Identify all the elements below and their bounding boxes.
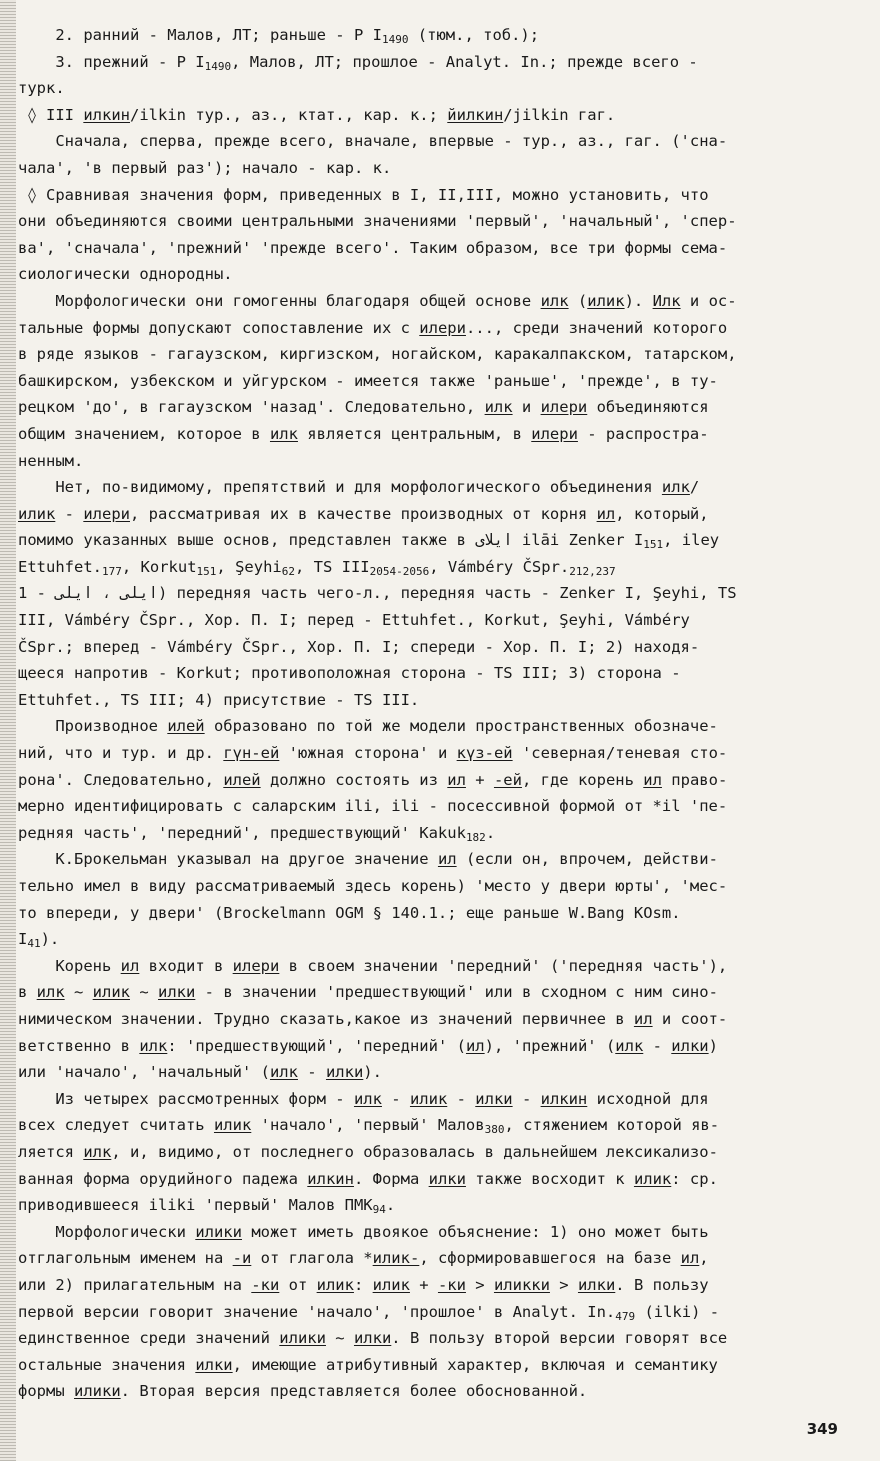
text-run: - xyxy=(643,1036,672,1055)
text-run: ненным. xyxy=(18,451,84,470)
document-page xyxy=(18,22,842,1405)
underlined-term: илкин xyxy=(83,105,130,124)
scan-gutter xyxy=(0,0,16,1461)
text-line xyxy=(18,1059,842,1086)
underlined-term: илк xyxy=(484,398,513,417)
text-run: - xyxy=(297,1063,326,1082)
text-run: приводившееся iliki 'первый' Малов ПМК xyxy=(18,1196,373,1215)
underlined-term: илкин xyxy=(540,1089,588,1108)
text-run: редняя часть', 'передний', предшествующий' Kakuk xyxy=(18,823,466,842)
underlined-term: илери xyxy=(540,398,588,417)
text-run: ветственно в xyxy=(18,1036,140,1055)
text-run: в ряде языков - гагаузском, киргизском, ногайском, каракалпакском, татарском, xyxy=(18,345,737,364)
text-line xyxy=(18,1033,842,1060)
text-run: ◊ Сравнивая значения форм, приведенных в I, II,III, можно установить, что xyxy=(18,185,709,204)
underlined-term: илей xyxy=(167,717,205,736)
underlined-term: күз-ей xyxy=(456,744,513,763)
underlined-term: -ей xyxy=(493,770,522,789)
text-run: . xyxy=(485,823,496,842)
text-run: рецком 'до', в гагаузском 'назад'. Следовательно, xyxy=(18,398,485,417)
text-run: Морфологически они гомогенны благодаря общей основе xyxy=(18,291,541,310)
underlined-term: илей xyxy=(223,770,261,789)
text-run: I xyxy=(18,930,28,949)
subscript: 380 xyxy=(484,1123,505,1137)
underlined-term: илк xyxy=(615,1036,644,1055)
text-run: / xyxy=(689,478,700,497)
text-run: ایلای xyxy=(475,531,513,550)
text-run: ний, что и тур. и др. xyxy=(18,744,224,763)
text-run: , имеющие атрибутивный характер, включая и семантику xyxy=(232,1355,718,1374)
text-run: , xyxy=(699,1249,709,1268)
text-run: от xyxy=(279,1275,317,1294)
text-line xyxy=(18,75,842,102)
underlined-term: йилкин xyxy=(447,105,504,124)
text-run: /ilkin тур., аз., ктат., кар. к.; xyxy=(130,105,448,124)
underlined-term: илики xyxy=(74,1382,121,1401)
text-line xyxy=(18,102,842,129)
text-run: щееся напротив - Korkut; противоположная сторона - TS III; 3) сторона - xyxy=(18,664,681,683)
underlined-term: иликки xyxy=(493,1275,550,1294)
underlined-term: илк xyxy=(269,424,298,443)
text-run: 'южная сторона' и xyxy=(279,744,457,763)
text-run: мерно идентифицировать с саларским ili, ili - посессивной формой от *il 'пе- xyxy=(18,797,728,816)
underlined-term: ил xyxy=(120,956,140,975)
text-run: ~ xyxy=(325,1329,354,1348)
text-line xyxy=(18,1192,842,1219)
text-run: и соот- xyxy=(652,1009,728,1028)
text-run: ( xyxy=(568,291,588,310)
text-run: также восходит к xyxy=(465,1169,634,1188)
subscript: 212,237 xyxy=(569,564,616,578)
text-run: должно состоять из xyxy=(260,770,448,789)
underlined-term: илики xyxy=(195,1222,242,1241)
underlined-term: илик xyxy=(587,291,625,310)
underlined-term: илк xyxy=(353,1089,382,1108)
subscript: 1490 xyxy=(204,59,232,73)
underlined-term: илик xyxy=(316,1275,354,1294)
text-run: Ettuhfet. xyxy=(18,557,102,576)
text-run: рона'. Следовательно, xyxy=(18,770,224,789)
text-run: , Малов, ЛТ; прошлое - Analyt. In.; прежде всего - xyxy=(231,52,698,71)
text-run: ایلی ، ایلی xyxy=(55,584,158,603)
text-run: исходной для xyxy=(587,1089,709,1108)
underlined-term: илики xyxy=(279,1329,326,1348)
text-run: единственное среди значений xyxy=(18,1329,280,1348)
underlined-term: илери xyxy=(232,956,280,975)
page-number: 349 xyxy=(806,1420,838,1438)
text-run: Морфологически xyxy=(18,1222,196,1241)
text-line xyxy=(18,448,842,475)
text-run: ČSpr.; вперед - Vámbéry ČSpr., Хор. П. I; спереди - Хор. П. I; 2) находя- xyxy=(18,637,700,656)
text-line xyxy=(18,235,842,262)
subscript: 151 xyxy=(643,538,664,552)
text-run: ..., среди значений которого xyxy=(465,318,728,337)
text-line xyxy=(18,155,842,182)
text-run: 3. прежний - Р I xyxy=(18,52,205,71)
text-line xyxy=(18,1166,842,1193)
text-run: > xyxy=(465,1275,494,1294)
underlined-term: ил xyxy=(680,1249,700,1268)
underlined-term: илери xyxy=(83,504,130,523)
text-run: первой версии говорит значение 'начало', 'прошлое' в Analyt. In. xyxy=(18,1302,616,1321)
text-run: (ilki) - xyxy=(635,1302,720,1321)
text-run: III, Vámbéry ČSpr., Хор. П. I; перед - Ettuhfet., Korkut, Şeyhi, Vámbéry xyxy=(18,611,690,630)
text-run: формы xyxy=(18,1382,74,1401)
text-run: К.Брокельман указывал на другое значение xyxy=(18,850,438,869)
text-line xyxy=(18,1112,842,1139)
text-line xyxy=(18,128,842,155)
text-run: ), 'прежний' ( xyxy=(484,1036,616,1055)
underlined-term: илик xyxy=(372,1275,410,1294)
text-run: сиологически однородны. xyxy=(18,265,233,284)
text-line xyxy=(18,421,842,448)
text-run: объединяются xyxy=(587,398,709,417)
text-run: может иметь двоякое объяснение: 1) оно может быть xyxy=(241,1222,709,1241)
text-run: /jilkin гаг. xyxy=(503,105,616,124)
underlined-term: илк xyxy=(139,1036,168,1055)
text-line xyxy=(18,926,842,953)
text-run: ва', 'сначала', 'прежний' 'прежде всего'. Таким образом, все три формы сема- xyxy=(18,238,728,257)
text-run: - 1) передняя часть чего-л., передняя часть - Zenker I, Şeyhi, TS xyxy=(18,584,737,603)
text-line xyxy=(18,474,842,501)
underlined-term: гүн-ей xyxy=(223,744,280,763)
text-line xyxy=(18,607,842,634)
text-run: : 'предшествующий', 'передний' ( xyxy=(167,1036,466,1055)
underlined-term: ил xyxy=(437,850,457,869)
underlined-term: ил xyxy=(633,1009,653,1028)
text-line xyxy=(18,580,842,607)
underlined-term: илери xyxy=(419,318,466,337)
underlined-term: илик xyxy=(633,1169,672,1188)
text-run: , который, xyxy=(615,504,709,523)
text-run: - xyxy=(447,1089,476,1108)
text-run: ). xyxy=(363,1063,382,1082)
underlined-term: ил xyxy=(447,770,466,789)
text-run: (если он, впрочем, действи- xyxy=(456,850,718,869)
text-run: помимо указанных выше основ, представлен также в xyxy=(18,531,476,550)
text-run: Производное xyxy=(18,717,168,736)
text-line xyxy=(18,501,842,528)
text-run: общим значением, которое в xyxy=(18,424,270,443)
text-run: ванная форма орудийного падежа xyxy=(18,1169,308,1188)
subscript: 2054-2056 xyxy=(369,564,430,578)
underlined-term: илки xyxy=(475,1089,513,1108)
text-line xyxy=(18,554,842,581)
text-run: . В пользу второй версии говорят все xyxy=(391,1329,728,1348)
text-run: , рассматривая их в качестве производных от корня xyxy=(130,504,597,523)
text-run: тальные формы допускают сопоставление их с xyxy=(18,318,420,337)
text-run: и ос- xyxy=(680,291,737,310)
underlined-term: илик xyxy=(213,1116,252,1135)
text-line xyxy=(18,979,842,1006)
text-line xyxy=(18,1219,842,1246)
text-line xyxy=(18,1325,842,1352)
text-run: - xyxy=(55,504,84,523)
text-line xyxy=(18,208,842,235)
text-line xyxy=(18,767,842,794)
underlined-term: ил xyxy=(643,770,662,789)
text-run: , TS III xyxy=(294,557,370,576)
text-run: . xyxy=(385,1196,396,1215)
text-run: , стяжением которой яв- xyxy=(504,1116,720,1135)
underlined-term: илк xyxy=(83,1142,112,1161)
subscript: 41 xyxy=(27,937,41,951)
text-run: Нет, по-видимому, препятствий и для морфологического объединения xyxy=(18,478,662,497)
text-line xyxy=(18,1272,842,1299)
text-run: Ettuhfet., TS III; 4) присутствие - TS III. xyxy=(18,690,420,709)
text-line xyxy=(18,1245,842,1272)
text-run: они объединяются своими центральными значениями 'первый', 'начальный', 'спер- xyxy=(18,212,737,231)
underlined-term: илик xyxy=(92,983,130,1002)
text-run: : ср. xyxy=(671,1169,718,1188)
underlined-term: илки xyxy=(158,983,196,1002)
text-run: или 2) прилагательным на xyxy=(18,1275,252,1294)
text-line xyxy=(18,660,842,687)
text-run: турк. xyxy=(18,79,65,98)
text-line xyxy=(18,953,842,980)
text-line xyxy=(18,820,842,847)
text-run: (тюм., тоб.); xyxy=(408,26,540,44)
text-run: . Вторая версия представляется более обоснованной. xyxy=(120,1382,588,1401)
text-run: или 'начало', 'начальный' ( xyxy=(18,1063,270,1082)
text-run: - xyxy=(381,1089,410,1108)
underlined-term: илик- xyxy=(372,1249,420,1268)
text-line xyxy=(18,740,842,767)
text-run: ). xyxy=(40,930,60,949)
text-run: в xyxy=(18,983,37,1002)
text-run: , где корень xyxy=(521,770,644,789)
underlined-term: илки xyxy=(577,1275,616,1294)
text-run: ) xyxy=(708,1036,718,1055)
text-run: 'начало', 'первый' Малов xyxy=(251,1116,485,1135)
text-line xyxy=(18,49,842,76)
text-line xyxy=(18,527,842,554)
underlined-term: -ки xyxy=(251,1275,280,1294)
text-run: ilāi Zenker I xyxy=(512,531,644,550)
underlined-term: илик xyxy=(18,504,56,523)
text-run: - xyxy=(512,1089,541,1108)
text-line xyxy=(18,713,842,740)
subscript: 182 xyxy=(465,830,486,844)
text-line xyxy=(18,634,842,661)
underlined-term: илкин xyxy=(307,1169,354,1188)
text-line xyxy=(18,261,842,288)
underlined-term: -и xyxy=(232,1249,252,1268)
text-line xyxy=(18,900,842,927)
subscript: 151 xyxy=(196,564,217,578)
text-run: чала', 'в первый раз'); начало - кар. к. xyxy=(18,158,392,177)
text-line xyxy=(18,873,842,900)
text-line xyxy=(18,315,842,342)
text-line xyxy=(18,846,842,873)
text-line xyxy=(18,368,842,395)
underlined-term: илк xyxy=(540,291,569,310)
text-line xyxy=(18,1299,842,1326)
underlined-term: ил xyxy=(465,1036,485,1055)
subscript: 479 xyxy=(615,1309,636,1323)
text-line xyxy=(18,394,842,421)
text-run: - в значении 'предшествующий' или в сходном с ним сино- xyxy=(195,983,718,1002)
underlined-term: илки xyxy=(353,1329,392,1348)
text-run: , iley xyxy=(663,531,720,550)
underlined-term: илк xyxy=(269,1063,298,1082)
underlined-term: -ки xyxy=(437,1275,466,1294)
text-run: тельно имел в виду рассматриваемый здесь корень) 'место у двери юрты', 'мес- xyxy=(18,877,728,895)
text-run: является центральным, в xyxy=(297,424,532,443)
text-run: ). xyxy=(624,291,653,310)
text-run: ◊ III xyxy=(18,105,84,124)
text-run: > xyxy=(549,1275,578,1294)
text-line xyxy=(18,22,842,49)
text-line xyxy=(18,1006,842,1033)
text-run: Корень xyxy=(18,956,121,975)
text-run: ~ xyxy=(130,983,158,1002)
text-run: отглагольным именем на xyxy=(18,1249,233,1268)
text-line xyxy=(18,1378,842,1405)
text-run: от глагола * xyxy=(251,1249,373,1268)
text-run: в своем значении 'передний' ('передняя часть'), xyxy=(279,956,728,975)
text-run: образовано по той же модели пространственных обозначе- xyxy=(204,717,718,736)
text-run: ляется xyxy=(18,1142,84,1161)
text-run: + xyxy=(465,770,494,789)
underlined-term: илки xyxy=(195,1355,233,1374)
text-line xyxy=(18,182,842,209)
underlined-term: илик xyxy=(409,1089,448,1108)
text-line xyxy=(18,1352,842,1379)
text-line xyxy=(18,1139,842,1166)
text-line xyxy=(18,687,842,714)
text-run: , и, видимо, от последнего образовалась в дальнейшем лексикализо- xyxy=(111,1142,718,1161)
text-run: и xyxy=(512,398,541,417)
text-run: + xyxy=(409,1275,438,1294)
underlined-term: илк xyxy=(36,983,65,1002)
text-run: - распростра- xyxy=(577,424,709,443)
text-run: право- xyxy=(661,770,728,789)
text-run: , сформировавшегося на базе xyxy=(419,1249,681,1268)
text-run: всех следует считать xyxy=(18,1116,214,1135)
text-run: Сначала, сперва, прежде всего, вначале, впервые - тур., аз., гаг. ('сна- xyxy=(18,132,728,151)
text-run: , Vámbéry ČSpr. xyxy=(429,557,570,576)
text-run: то впереди, у двери' (Brockelmann OGM § 140.1.; еще раньше W.Bang KOsm. xyxy=(18,903,681,922)
underlined-term: илки xyxy=(671,1036,709,1055)
text-run: 'северная/теневая сто- xyxy=(512,744,728,763)
text-run: : xyxy=(353,1275,373,1294)
text-run: входит в xyxy=(139,956,233,975)
subscript: 177 xyxy=(102,564,122,578)
underlined-term: Илк xyxy=(652,291,681,310)
text-line xyxy=(18,1086,842,1113)
text-line xyxy=(18,288,842,315)
text-run: Из четырех рассмотренных форм - xyxy=(18,1089,354,1108)
text-run: остальные значения xyxy=(18,1355,196,1374)
underlined-term: илки xyxy=(428,1169,466,1188)
subscript: 62 xyxy=(281,564,295,578)
subscript: 1490 xyxy=(381,33,409,46)
text-run: , Şeyhi xyxy=(216,557,282,576)
text-run: нимическом значении. Трудно сказать,какое из значений первичнее в xyxy=(18,1009,634,1028)
text-run: . В пользу xyxy=(615,1275,709,1294)
text-line xyxy=(18,793,842,820)
subscript: 94 xyxy=(372,1203,386,1217)
text-run: ~ xyxy=(64,983,93,1002)
text-run: , Korkut xyxy=(121,557,197,576)
text-run: башкирском, узбекском и уйгурском - имеется также 'раньше', 'прежде', в ту- xyxy=(18,371,718,390)
text-run: . Форма xyxy=(353,1169,429,1188)
text-run: 2. ранний - Малов, ЛТ; раньше - Р I xyxy=(18,26,382,44)
underlined-term: ил xyxy=(596,504,616,523)
text-line xyxy=(18,341,842,368)
underlined-term: илки xyxy=(325,1063,364,1082)
underlined-term: илк xyxy=(661,478,690,497)
underlined-term: илери xyxy=(531,424,578,443)
